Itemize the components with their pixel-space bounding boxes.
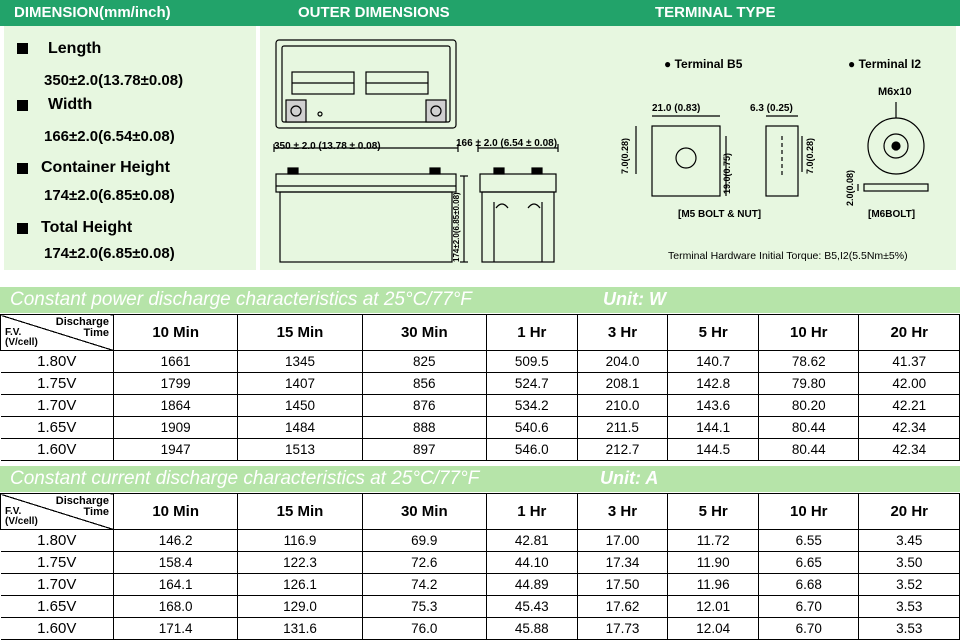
table-row: [1, 552, 960, 574]
current-header-row: [1, 494, 960, 530]
column-header: 15 Min: [238, 315, 362, 351]
total-height-label: Total Height: [41, 219, 133, 236]
value-cell: 3.50: [859, 552, 960, 574]
value-cell: 212.7: [577, 439, 668, 461]
outer-width-label: 166 ± 2.0 (6.54 ± 0.08): [456, 138, 558, 149]
value-cell: 888: [362, 417, 486, 439]
value-cell: 42.21: [859, 395, 960, 417]
value-cell: 79.80: [759, 373, 859, 395]
value-cell: 856: [362, 373, 486, 395]
value-cell: 204.0: [577, 351, 668, 373]
bullet-icon: [17, 100, 28, 111]
torque-note: Terminal Hardware Initial Torque: B5,I2(5.5Nm±5%): [668, 250, 908, 262]
bullet-icon: [17, 43, 28, 54]
b5-mid-height-label: 19.0(0.75): [722, 152, 732, 194]
value-cell: 3.45: [859, 530, 960, 552]
value-cell: 143.6: [668, 395, 759, 417]
value-cell: 3.52: [859, 574, 960, 596]
drawing-panel: [260, 26, 956, 270]
value-cell: 509.5: [486, 351, 577, 373]
table-row: [1, 574, 960, 596]
value-cell: 42.34: [859, 417, 960, 439]
value-cell: 171.4: [114, 618, 238, 640]
value-cell: 1947: [114, 439, 238, 461]
i2-caption: [M6BOLT]: [868, 209, 916, 220]
current-section-bar: [0, 466, 960, 492]
width-value: 166±2.0(6.54±0.08): [44, 128, 175, 145]
fv-cell: 1.65V: [1, 417, 114, 439]
table-row: [1, 417, 960, 439]
terminal-b5-drawing: [636, 116, 802, 196]
value-cell: 825: [362, 351, 486, 373]
value-cell: 1407: [238, 373, 362, 395]
corner-fv-label: [5, 328, 38, 348]
i2-thread-label: M6x10: [878, 86, 912, 98]
value-cell: 168.0: [114, 596, 238, 618]
value-cell: 17.34: [577, 552, 668, 574]
value-cell: 158.4: [114, 552, 238, 574]
top-view-drawing: [276, 40, 456, 128]
fv-cell: 1.70V: [1, 395, 114, 417]
corner-fv-unit-text: (V/cell): [5, 516, 38, 527]
corner-discharge-text: Discharge: [55, 495, 109, 507]
fv-cell: 1.80V: [1, 351, 114, 373]
table-row: [1, 395, 960, 417]
column-header: 15 Min: [238, 494, 362, 530]
value-cell: 3.53: [859, 618, 960, 640]
value-cell: 74.2: [362, 574, 486, 596]
fv-cell: 1.65V: [1, 596, 114, 618]
column-header: 1 Hr: [486, 315, 577, 351]
value-cell: 80.44: [759, 417, 859, 439]
terminal-i2-name: Terminal I2: [858, 57, 922, 71]
corner-discharge-text: Discharge: [55, 316, 109, 328]
value-cell: 546.0: [486, 439, 577, 461]
length-label: Length: [48, 40, 102, 57]
fv-cell: 1.75V: [1, 552, 114, 574]
terminal-b5-name: Terminal B5: [674, 57, 743, 71]
value-cell: 140.7: [668, 351, 759, 373]
terminal-i2-drawing: [858, 102, 928, 191]
terminal-b5-title: ● Terminal B5: [664, 57, 743, 71]
column-header: 3 Hr: [577, 494, 668, 530]
current-unit-label: Unit: A: [600, 468, 659, 488]
outer-height-label: 174±2.0(6.85±0.08): [452, 192, 461, 262]
value-cell: 126.1: [238, 574, 362, 596]
fv-cell: 1.75V: [1, 373, 114, 395]
corner-fv-text: F.V.: [5, 506, 22, 517]
value-cell: 17.00: [577, 530, 668, 552]
current-table: [0, 493, 960, 640]
column-header: 30 Min: [362, 315, 486, 351]
value-cell: 17.73: [577, 618, 668, 640]
column-header: 1 Hr: [486, 494, 577, 530]
column-header: 3 Hr: [577, 315, 668, 351]
value-cell: 142.8: [668, 373, 759, 395]
power-unit-label: Unit: W: [603, 289, 666, 309]
value-cell: 80.44: [759, 439, 859, 461]
value-cell: 1513: [238, 439, 362, 461]
value-cell: 1909: [114, 417, 238, 439]
value-cell: 42.34: [859, 439, 960, 461]
table-row: [1, 618, 960, 640]
corner-fv-text: F.V.: [5, 327, 22, 338]
corner-header-cell: [1, 315, 114, 351]
dimension-panel: [4, 26, 256, 270]
side-view-drawing: [274, 144, 458, 262]
bullet-icon: [17, 223, 28, 234]
value-cell: 3.53: [859, 596, 960, 618]
value-cell: 131.6: [238, 618, 362, 640]
value-cell: 6.55: [759, 530, 859, 552]
b5-right-height-label: 7.0(0.28): [805, 137, 815, 174]
value-cell: 1864: [114, 395, 238, 417]
value-cell: 208.1: [577, 373, 668, 395]
table-row: [1, 373, 960, 395]
table-row: [1, 439, 960, 461]
outer-length-label: 350 ± 2.0 (13.78 ± 0.08): [274, 141, 381, 152]
value-cell: 45.88: [486, 618, 577, 640]
current-section-title: Constant current discharge characteristics at 25°C/77°F: [10, 468, 480, 489]
value-cell: 144.1: [668, 417, 759, 439]
value-cell: 42.00: [859, 373, 960, 395]
value-cell: 1450: [238, 395, 362, 417]
power-table-body: [1, 351, 960, 461]
value-cell: 11.90: [668, 552, 759, 574]
value-cell: 164.1: [114, 574, 238, 596]
fv-cell: 1.70V: [1, 574, 114, 596]
container-height-value: 174±2.0(6.85±0.08): [44, 187, 175, 204]
value-cell: 6.70: [759, 596, 859, 618]
value-cell: 69.9: [362, 530, 486, 552]
bullet-icon: [17, 163, 28, 174]
column-header: 20 Hr: [859, 494, 960, 530]
value-cell: 76.0: [362, 618, 486, 640]
value-cell: 210.0: [577, 395, 668, 417]
value-cell: 211.5: [577, 417, 668, 439]
value-cell: 75.3: [362, 596, 486, 618]
table-row: [1, 530, 960, 552]
column-header: 10 Hr: [759, 494, 859, 530]
value-cell: 17.62: [577, 596, 668, 618]
corner-time-text: Time: [83, 327, 109, 339]
value-cell: 78.62: [759, 351, 859, 373]
value-cell: 45.43: [486, 596, 577, 618]
fv-cell: 1.60V: [1, 439, 114, 461]
value-cell: 129.0: [238, 596, 362, 618]
value-cell: 12.04: [668, 618, 759, 640]
fv-cell: 1.60V: [1, 618, 114, 640]
value-cell: 11.96: [668, 574, 759, 596]
value-cell: 44.89: [486, 574, 577, 596]
value-cell: 42.81: [486, 530, 577, 552]
value-cell: 1799: [114, 373, 238, 395]
value-cell: 540.6: [486, 417, 577, 439]
current-table-body: [1, 530, 960, 640]
end-view-drawing: [460, 144, 558, 262]
corner-header-cell: [1, 494, 114, 530]
container-height-label: Container Height: [41, 159, 170, 176]
value-cell: 80.20: [759, 395, 859, 417]
value-cell: 876: [362, 395, 486, 417]
value-cell: 6.65: [759, 552, 859, 574]
power-table: [0, 314, 960, 461]
column-header: 10 Min: [114, 494, 238, 530]
value-cell: 1484: [238, 417, 362, 439]
length-value: 350±2.0(13.78±0.08): [44, 72, 184, 89]
value-cell: 11.72: [668, 530, 759, 552]
corner-fv-label: [5, 507, 38, 527]
value-cell: 6.70: [759, 618, 859, 640]
value-cell: 897: [362, 439, 486, 461]
corner-fv-unit-text: (V/cell): [5, 337, 38, 348]
column-header: 5 Hr: [668, 494, 759, 530]
table-row: [1, 596, 960, 618]
value-cell: 534.2: [486, 395, 577, 417]
value-cell: 72.6: [362, 552, 486, 574]
width-label: Width: [48, 96, 93, 113]
fv-cell: 1.80V: [1, 530, 114, 552]
value-cell: 116.9: [238, 530, 362, 552]
value-cell: 41.37: [859, 351, 960, 373]
column-header: 30 Min: [362, 494, 486, 530]
b5-slot-label: 6.3 (0.25): [750, 103, 793, 114]
value-cell: 6.68: [759, 574, 859, 596]
column-header: 5 Hr: [668, 315, 759, 351]
outer-dimensions-title: OUTER DIMENSIONS: [298, 4, 450, 21]
terminal-i2-title: ● Terminal I2: [848, 57, 922, 71]
column-header: 10 Hr: [759, 315, 859, 351]
value-cell: 1345: [238, 351, 362, 373]
power-section-title: Constant power discharge characteristics at 25°C/77°F: [10, 289, 472, 310]
b5-left-height-label: 7.0(0.28): [620, 137, 630, 174]
power-header-row: [1, 315, 960, 351]
value-cell: 12.01: [668, 596, 759, 618]
column-header: 10 Min: [114, 315, 238, 351]
value-cell: 122.3: [238, 552, 362, 574]
column-header: 20 Hr: [859, 315, 960, 351]
b5-caption: [M5 BOLT & NUT]: [678, 209, 762, 220]
i2-plate-label: 2.0(0.08): [845, 169, 855, 206]
value-cell: 1661: [114, 351, 238, 373]
table-row: [1, 351, 960, 373]
b5-width-label: 21.0 (0.83): [652, 103, 701, 114]
value-cell: 146.2: [114, 530, 238, 552]
total-height-value: 174±2.0(6.85±0.08): [44, 245, 175, 262]
value-cell: 44.10: [486, 552, 577, 574]
terminal-type-title: TERMINAL TYPE: [655, 4, 776, 21]
value-cell: 144.5: [668, 439, 759, 461]
dimension-title: DIMENSION(mm/inch): [14, 4, 171, 21]
corner-time-text: Time: [83, 506, 109, 518]
value-cell: 524.7: [486, 373, 577, 395]
power-section-bar: [0, 287, 960, 313]
value-cell: 17.50: [577, 574, 668, 596]
corner-discharge-label: [56, 317, 109, 339]
corner-discharge-label: [56, 496, 109, 518]
